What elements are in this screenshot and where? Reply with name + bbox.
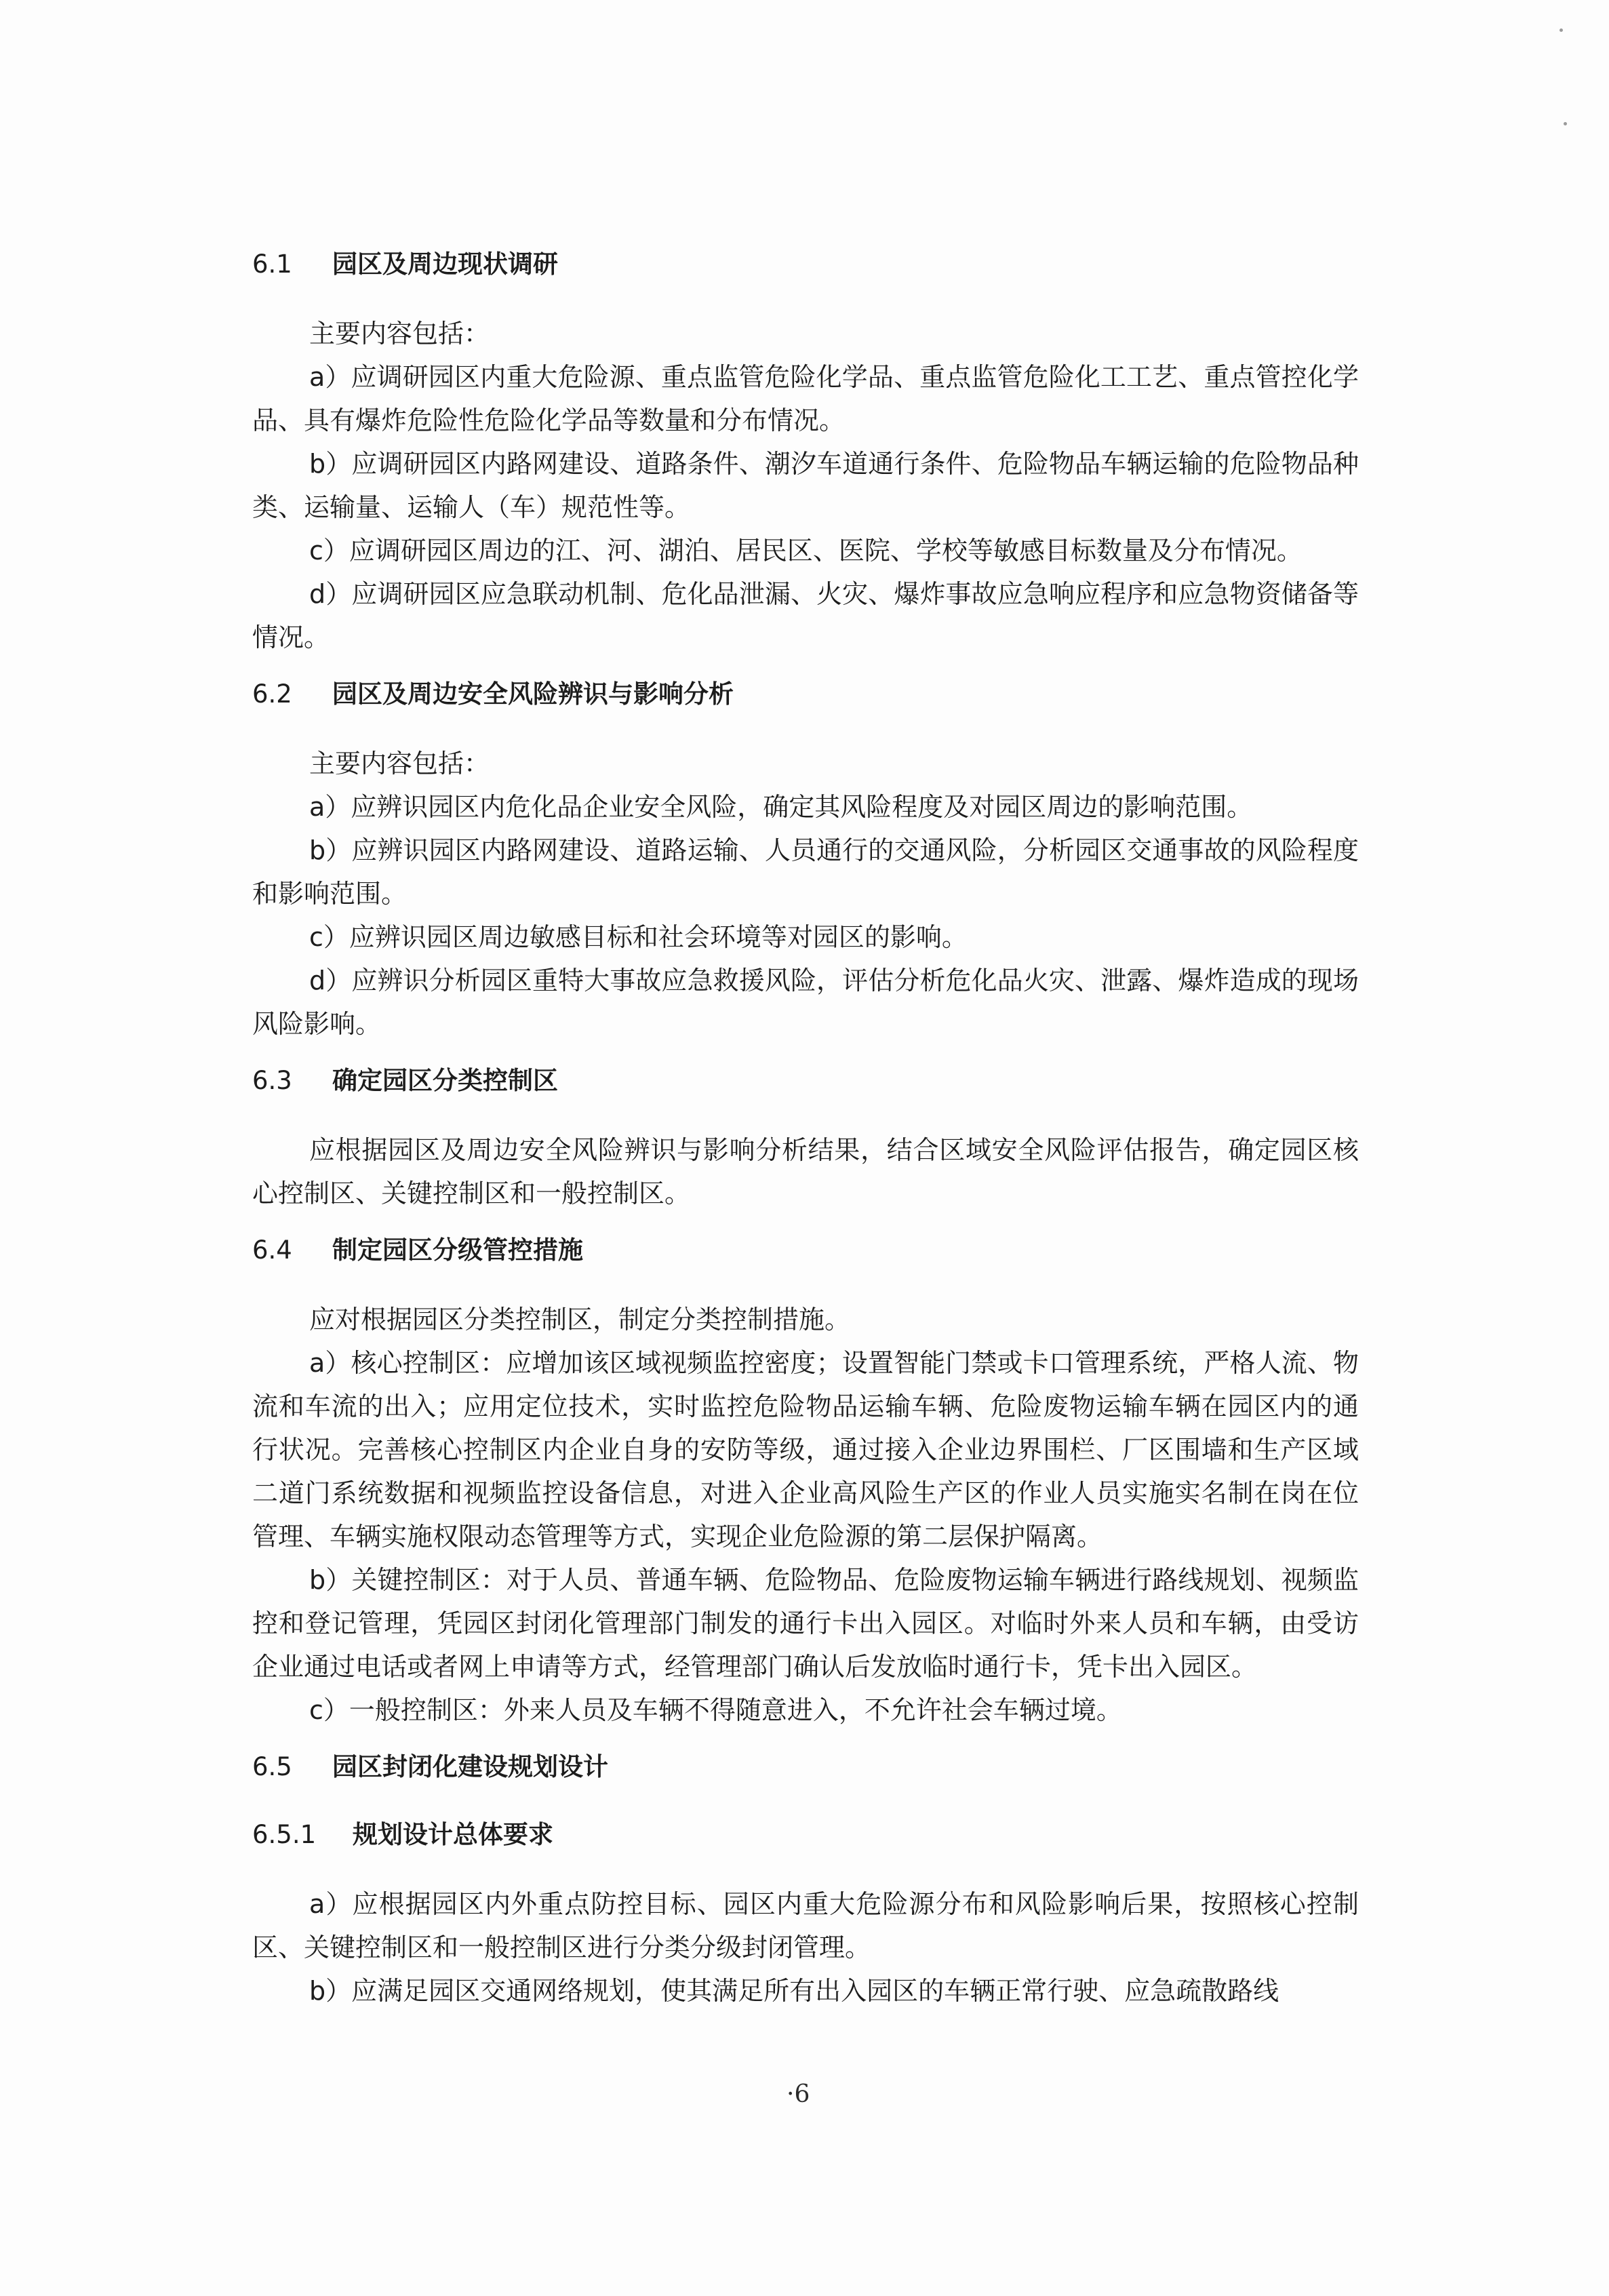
section-6-1 [252, 244, 1359, 659]
section-number: 6.4 [252, 1235, 292, 1265]
section-heading [252, 244, 1359, 285]
section-number: 6.5.1 [252, 1820, 317, 1849]
section-title: 确定园区分类控制区 [332, 1066, 558, 1095]
paragraph: d）应辨识分析园区重特大事故应急救援风险，评估分析危化品火灾、泄露、爆炸造成的现场风险影响。 [252, 966, 1359, 1039]
document-body [252, 244, 1359, 2027]
paragraph: c）应调研园区周边的江、河、湖泊、居民区、医院、学校等敏感目标数量及分布情况。 [309, 536, 1303, 566]
section-6-3 [252, 1061, 1359, 1215]
paragraph: d）应调研园区应急联动机制、危化品泄漏、火灾、爆炸事故应急响应程序和应急物资储备等情况。 [252, 579, 1359, 652]
paragraph: b）应满足园区交通网络规划，使其满足所有出入园区的车辆正常行驶、应急疏散路线 [309, 1976, 1279, 2006]
scan-speck [1560, 28, 1563, 32]
section-title: 规划设计总体要求 [353, 1820, 553, 1849]
section-heading [252, 674, 1359, 715]
paragraph: 主要内容包括： [309, 319, 490, 349]
scan-speck [1564, 122, 1567, 125]
paragraph: b）应辨识园区内路网建设、道路运输、人员通行的交通风险，分析园区交通事故的风险程度和影响范围。 [252, 835, 1359, 909]
paragraph: a）应辨识园区内危化品企业安全风险，确定其风险程度及对园区周边的影响范围。 [309, 792, 1253, 822]
paragraph: a）应调研园区内重大危险源、重点监管危险化学品、重点监管危险化工工艺、重点管控化学品、具有爆炸危险性危险化学品等数量和分布情况。 [252, 362, 1359, 435]
section-title: 制定园区分级管控措施 [332, 1235, 583, 1265]
section-heading [252, 1747, 1359, 1787]
section-number: 6.2 [252, 679, 292, 709]
section-title: 园区封闭化建设规划设计 [332, 1752, 608, 1781]
section-number: 6.1 [252, 250, 292, 279]
paragraph: b）关键控制区：对于人员、普通车辆、危险物品、危险废物运输车辆进行路线规划、视频监控和登记管理，凭园区封闭化管理部门制发的通行卡出入园区。对临时外来人员和车辆，由受访企业通过电话或者网上申请等方式，经管理部门确认后发放临时通行卡，凭卡出入园区。 [252, 1565, 1359, 1682]
section-6-5 [252, 1747, 1359, 1787]
paragraph: 应根据园区及周边安全风险辨识与影响分析结果，结合区域安全风险评估报告，确定园区核心控制区、关键控制区和一般控制区。 [252, 1135, 1359, 1208]
section-title: 园区及周边安全风险辨识与影响分析 [332, 679, 734, 709]
section-6-2 [252, 674, 1359, 1046]
paragraph: 应对根据园区分类控制区，制定分类控制措施。 [309, 1305, 851, 1334]
paragraph: a）应根据园区内外重点防控目标、园区内重大危险源分布和风险影响后果，按照核心控制区、关键控制区和一般控制区进行分类分级封闭管理。 [252, 1889, 1359, 1962]
section-number: 6.3 [252, 1066, 292, 1095]
section-heading [252, 1230, 1359, 1271]
section-6-5-1 [252, 1815, 1359, 2013]
paragraph: a）核心控制区：应增加该区域视频监控密度；设置智能门禁或卡口管理系统，严格人流、物流和车流的出入；应用定位技术，实时监控危险物品运输车辆、危险废物运输车辆在园区内的通行状况。完善核心控制区内企业自身的安防等级，通过接入企业边界围栏、厂区围墙和生产区域二道门系统数据和视频监控设备信息，对进入企业高风险生产区的作业人员实施实名制在岗在位管理、车辆实施权限动态管理等方式，实现企业危险源的第二层保护隔离。 [252, 1348, 1359, 1551]
paragraph: 主要内容包括： [309, 749, 490, 778]
page-number: ·6 [787, 2080, 810, 2108]
section-number: 6.5 [252, 1752, 292, 1781]
section-title: 园区及周边现状调研 [332, 250, 558, 279]
paragraph: c）一般控制区：外来人员及车辆不得随意进入，不允许社会车辆过境。 [309, 1695, 1122, 1725]
section-heading [252, 1061, 1359, 1101]
paragraph: b）应调研园区内路网建设、道路条件、潮汐车道通行条件、危险物品车辆运输的危险物品种类、运输量、运输人（车）规范性等。 [252, 449, 1359, 522]
section-6-4 [252, 1230, 1359, 1732]
subsection-heading [252, 1815, 1359, 1855]
paragraph: c）应辨识园区周边敏感目标和社会环境等对园区的影响。 [309, 922, 968, 952]
